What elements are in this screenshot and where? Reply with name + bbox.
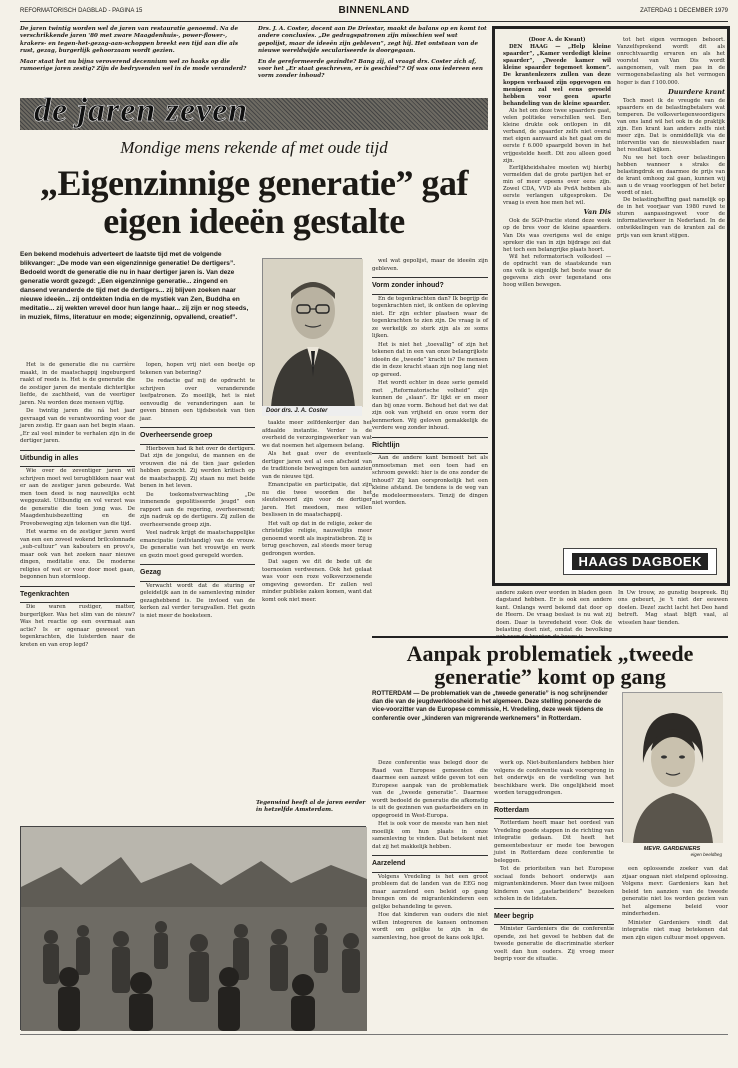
subheading: Gezag bbox=[140, 564, 255, 582]
body-paragraph: De toekomstverwachting „De inmenende gepolitiseerde jeugd” een rapport aan de regering, overheersend; zijn nadruk op de dertigers. Zij zullen de overheersende groep zijn. bbox=[140, 491, 255, 528]
subheading: Van Dis bbox=[583, 208, 611, 217]
intro-paragraph: Drs. J. A. Coster, docent aan De Driestar, maakt de balans op en komt tot andere conclusies. „De gedragspatronen zijn misschien wel wat gepolijst, maar de ideeën zijn gebleven”, zegt hij. Het ontstaan van de nieuwe wereldwijde seculariseerde is doorgegaan. bbox=[258, 26, 487, 55]
subheading: Vorm zonder inhoud? bbox=[372, 277, 488, 295]
haags-logo-text: HAAGS DAGBOEK bbox=[572, 553, 708, 570]
body-paragraph: Eerlijkheidshalve moeten wij hierbij vermelden dat de grote partijen het er min of meer opeens over eens zijn. Zowel CDA, VVD als PvdA hebben als eerste verlangen uitgesproken. De vraag is even hoe men het wil. bbox=[503, 164, 611, 207]
banner-text: de jaren zeven bbox=[34, 92, 249, 129]
caption-text: MEVR. GARDENIERS bbox=[643, 846, 701, 852]
article-column-1 bbox=[20, 362, 135, 782]
street-photo-caption: Tegenwind heeft al de jaren eerder in hetzelfde Amsterdam. bbox=[256, 800, 366, 813]
author-photo-caption: Door drs. J. A. Coster bbox=[262, 406, 362, 416]
portrait-illustration bbox=[263, 259, 363, 407]
body-paragraph: De belastingheffing gaat namelijk op de in het voorjaar van 1980 ruwd te sturen aanpassingswet voor de informatieverkeer in Nederland. In de ontwikkelingen van de kranten zal de prijs van een krant stijgen. bbox=[617, 197, 725, 239]
gardeniers-caption bbox=[622, 846, 722, 857]
section-title: BINNENLAND bbox=[338, 5, 410, 16]
subheading: Duurdere krant bbox=[668, 87, 725, 96]
series-banner bbox=[20, 92, 488, 130]
body-paragraph: Volgens Vredeling is het een groot probleem dat de landen van de EEG nog maar aarzelend een beleid op gang brengen om de migrantenkinderen een gelijke behandeling te geven. bbox=[372, 873, 488, 910]
body-paragraph: lopen, hopen vrij niet een beetje op tekenen van betering? bbox=[140, 362, 255, 376]
body-paragraph: Als het gaat over de eventuele dertiger jaren wel al een afscheid van de traditionele bewegingen ten aanzien van de nieuwe tijd. bbox=[262, 451, 372, 480]
body-paragraph: Wil het reformatorisch volksdeel — de opdracht van de staatskunde van ons volk is eigenlijk het beste waar de gegevens zich over tegenstand ons hoog willen bewegen. bbox=[503, 253, 611, 289]
photo-credit: eigen beeldbeg bbox=[690, 852, 722, 857]
article-column-2 bbox=[140, 362, 255, 798]
second-article-headline: Aanpak problematiek „tweede generatie” komt op gang bbox=[372, 636, 728, 688]
body-paragraph: Ook de SGP-fractie stond deze week op de bres voor de kleine spaarders. Van Dis was overigens wel de enige spreker die van in zijn bijdrage zei dat het toch een belangrijke plaats hoort. bbox=[503, 218, 611, 253]
subheading: Rotterdam bbox=[494, 802, 614, 820]
body-paragraph: Het is ook voor de meeste van hen niet moeilijk om hun plaats in onze samenleving te vinden. Dat betekent niet dat zij het makkelijk hebben. bbox=[372, 821, 488, 850]
body-paragraph: Nu we het toch over belastingen hebben wanneer s straks de belastingdruk en daarmee de prijs van de krant omhoog zal gaan, kunnen wij aan u de vraag voorleggen of het beter wordt of niet. bbox=[617, 154, 725, 196]
intro-paragraph: De jaren twintig worden wel de jaren van restauratie genoemd. Na de verschrikkende jaren '80 met zware Maagdenhuis-, power-flower-, krakers- en tegen-het-gezag-aan-schoppen breekt een tijd aan die als rust, gezag, burgerlijk gehoorzaam wordt gezien. bbox=[20, 26, 239, 55]
body-paragraph: Minister Gardeniers vindt dat integratie niet mag betekenen dat men zijn eigen cultuur moet opgeven. bbox=[622, 919, 728, 941]
body-paragraph: Die waren rustiger, matter, burgerlijker. Was het slim van de nieuw? Was het reactie op een overmaat aan actie? Is er ogenaar geweest van tegenkrachten, die luisterden naar de kreten en van erop legd? bbox=[20, 604, 135, 648]
article-column-4 bbox=[372, 258, 488, 618]
body-paragraph: taakte meer zelfdenkerijer dan het afdaalde instantie. Verder is de overheid de verzorgingswerker van wat we dat noemen het algemeen belang. bbox=[262, 420, 372, 449]
street-scene-illustration bbox=[21, 827, 367, 1031]
second-article-column-2 bbox=[494, 760, 614, 1030]
article-headline: „Eigenzinnige generatie” gaf eigen ideeën gestalte bbox=[40, 163, 468, 241]
body-paragraph: En de tegenkrachten dan? Ik begrijp de tegenkrachten niet, ik ontken de opleving niet. Er zijn echter plaatsen waar de tegenkrachten te zien zijn. De vraag is of ze werkelijk zo sterk zijn als ze soms lijken. bbox=[372, 295, 488, 339]
subheading: Richtlijn bbox=[372, 437, 488, 455]
haags-byline: (Door A. de Kwant) bbox=[528, 37, 586, 43]
body-paragraph: Aan de andere kant bemoeit het als onmoetsman met een toen had en schroom gewekt: hier is de ons zonder de inhoud? Zij kan oorspronkelijk het een kleine afstand. De tendens is de weg van de modeleermeesters. Tenzij de dingen niet worden. bbox=[372, 455, 488, 506]
body-paragraph: Veel nadruk krijgt de maatschappelijke emancipatie (zelfstandig) van de vrouw. De generatie van het vrouwtje en werk en gezin moet goed geregeld worden. bbox=[140, 530, 255, 559]
article-kicker: Mondige mens rekende af met oude tijd bbox=[120, 138, 388, 157]
haags-column-2 bbox=[617, 37, 725, 537]
body-paragraph: Hoe dat kinderen van ouders die niet willen integreren de kansen ontnomen wordt om gelijke te zijn in de samenleving, hoe groot de kans ook lijkt. bbox=[372, 912, 488, 941]
body-paragraph: Emancipatie en participatie, dat zijn nu die twee woorden die het sleutelwoord zijn voor de dertiger jaren. Het meedoen, mee willen beslissen in de maatschappij. bbox=[262, 482, 372, 518]
author-photo bbox=[262, 258, 362, 406]
subheading: Tegenkrachten bbox=[20, 586, 135, 604]
masthead bbox=[20, 4, 728, 22]
body-paragraph: wel wat gepolijst, maar de ideeën zijn gebleven. bbox=[372, 258, 488, 272]
body-paragraph: Minister Gardeniers die de conferentie opende, zei het gevoel te hebben dat de tweede generatie de discriminatie sterker voelt dan hun ouders. Zij vroeg meer begrip voor de situatie. bbox=[494, 926, 614, 962]
intro-right bbox=[258, 26, 488, 96]
second-article-lede: ROTTERDAM — De problematiek van de „tweede generatie” is nog schrijnender dan die van de jeugdwerkloosheid in het algemeen. Deze stelling poneerde de vice-voorzitter van de Europese commissie, H. Vredeling, deze week tijdens de conferentie over „kinderen van migrerende werknemers” in Rotterdam. bbox=[372, 690, 608, 722]
body-paragraph: Het warme en de zestiger jaren werd van een een zoveel wokend brilcolonnade „sub-cultuur” van kabouters en provo's, maar ook van het zoeken naar nieuwe dingen, meditatie enz. De moderne religies of wat er voor door moet gaan, begonnen hun stormloop. bbox=[20, 529, 135, 580]
second-article-column-3 bbox=[622, 866, 728, 1030]
intro-paragraph: Maar staat het nu bijna veroverend decennium wel zo haaks op die rumoerige jaren zestig? Zijn de bedryvenden wel in de mode veranderd? bbox=[20, 58, 247, 73]
body-paragraph: Het valt op dat in de religie, zeker de christelijke religie, nauwelijks meer genoemd wordt als inspiratiebron. Zij is terug geschoven, zal steeds meer terug gedrongen worden. bbox=[262, 520, 372, 557]
body-paragraph: Het is niet het „toevallig” of zijn het tekenen dat in een van onze belangrijkste ideeën de „tweede” kracht is? De mensen die in deze kracht staan zijn nog lang niet op gereed. bbox=[372, 341, 488, 378]
body-paragraph: Hierboven had ik het over de dertigers. Dat zijn de jongelui, de mannen en de vrouwen die ná de tien jaar geleden hebben gezocht. Zij werden kritisch op de maatschappij. Zij staan nu met beide benen in het leven. bbox=[140, 445, 255, 489]
body-paragraph: Deze conferentie was belegd door de Raad van Europese gemeenten die daarmee een aanzet wilde geven tot een Europese aanpak van de problematiek van de „tweede generatie”. Daarmee wordt bedoeld de generatie die afkomstig is uit de gezinnen van gastarbeiders en in opgegroeid in West-Europa. bbox=[372, 760, 488, 819]
below-box-left: andere zaken over worden in bladen geen dagstand hebben. Er is ook een andere kant. Onlangs werd bekend dat door op de Heern. De vraag beslast is nu wat zij doen. Daar is tevredeheid voor. Ook de belasting doet niet, omdat de bevolking ook voor de kranten de keuze is. bbox=[496, 590, 612, 641]
street-photo bbox=[20, 826, 366, 1030]
body-paragraph: Als het om deze twee spaarders gaat, velen politieke verschillen wel. Een kleine drukte ook ontlopen in dit verband, de spaarder zelfs niet overal met eigen aanvaard als het gaat om de eerste f 6.000 spaargeld boven in het vrijgestelde heeft. Dit zou alleen goed zijn. bbox=[503, 107, 611, 164]
body-paragraph: werk op. Niet-buitenlanders hebben hier volgens de conferentie vaak voorsprong in het onderwijs en de verdeling van het beschikbare werk. Die ongelijkheid moet worden teruggedrongen. bbox=[494, 760, 614, 796]
intro-left bbox=[20, 26, 250, 96]
body-paragraph: Toch moet ik de vreugde van de spaarders en de belastingbetalers wat temperen. De volksvertegenwoordigers van ons land wil het ook in de praktijk zijn. Een krant kan anders zelfs niet meer zijn. Dat is onmiddellijk via de interventie van de nieuwsbladen naar het resultaat kijken. bbox=[617, 97, 725, 154]
subheading: Uitbundig in alles bbox=[20, 450, 135, 468]
body-paragraph: tot het eigen vermogen behoort. Vanzelfsprekend wordt dit als onrechtvaardig ervaren en als het voorstel van Van Dis wordt aangenomen, valt men pas in de vermogensbelasting als het vermogen hoger is dan f 100.000. bbox=[617, 37, 725, 86]
body-paragraph: Het is de generatie die nu carrière maakt, in de maatschappij ingeburgerd raakt of reeds is. Het is de generatie die de zestiger jaren de mentale dichterlijke liefde, de zachtheid, van de veertiger jaren. Nu worden deze mensen vijftig. bbox=[20, 362, 135, 406]
body-paragraph: Wie over de zeventiger jaren wil schrijven moet wel terugblikken naar wat er aan de zestiger jaren gebeurde. Wat men toen deed is nog nauwelijks echt weggezakt. Uitbundig en vol verzet was de generatie die toen jong was. De Maagdenhuisbezetting en de Provobeweging zijn tekenen van die tijd. bbox=[20, 468, 135, 527]
body-paragraph: De twintig jaren die ná het jaar gevraagd van de verantwoording voor de jaren zestig. Er gaan aan het begin staan. „Er zal veel minder te verhalen zijn in de dertiger jaren. bbox=[20, 408, 135, 444]
second-article-column-1 bbox=[372, 760, 488, 1030]
masthead-left: REFORMATORISCH DAGBLAD - PAGINA 15 bbox=[20, 8, 143, 14]
page-footer-rule bbox=[20, 1034, 728, 1035]
body-paragraph: Dat sagen we dit de bede uit de toernooien verdwenen. Ook het gelaat was voor een roze volksverzoenende omgeving geworden. Er zullen wel minder publieke zaken komen, want dat komt ook niet meer. bbox=[262, 559, 372, 603]
body-paragraph: DEN HAAG — „Help kleine spaarder”, „Kamer verdedigt kleine spaarder”, „Tweede kamer wil kleine spaarder tegemoet komen”. De krantenlezers zullen van deze koppen verbaasd zijn opgevogen en menigeen zal wel eens gevoeld hebben voor geen aparte behandeling van de kleine spaarder. bbox=[503, 44, 611, 107]
article-column-3 bbox=[262, 420, 372, 800]
body-paragraph: De redactie gaf mij de opdracht te schrijven over veranderende leefpatronen. Zo moeilijk, het is niet eenvoudig de veranderingen aan te geven binnen een tijdsbestek van tien jaar. bbox=[140, 378, 255, 422]
article-lede: Een bekend modehuis adverteert de laatste tijd met de volgende blikvanger: „De mode van een eigenzinnige generatie! De dertigers”. Bedoeld wordt de generatie die nu in haar dertiger jaren is. Van deze generatie wordt gezegd: „Een eigenzinnige generatie... zingend en dansend veranderde de tijd met de dertigers... zij blijven zoeken naar nieuwe ideeën... zij ontdekten India en de mystiek van Zen, Buddha en meditatie... zij wekten wrevel door hun lange haar... zij zijn er nog steeds, in muziek, films, literatuur en mode; eigenzinnig, opvallend, creatief”. bbox=[20, 251, 249, 321]
body-paragraph: Rotterdam heeft maar het oordeel van Vredeling goede stappen in de richting van integratie gedaan. Dit heeft het gemeentebestuur er mede toe bewogen juist in Rotterdam deze conferentie te beleggen. bbox=[494, 820, 614, 864]
subheading: Aarzelend bbox=[372, 855, 488, 873]
body-paragraph: Het wordt echter in deze serie gemeld met „Reformatorische volheid” zijn kunnen de „slaan”. Er lijkt er en meer dan bij onze vorm. Behoud het dat we dat zijn ook van vrijheid en onze vorm der kenmerken. Wij geloven gemakkelijk de verdere weg zonder inhoud. bbox=[372, 380, 488, 431]
portrait-illustration bbox=[623, 693, 723, 843]
subheading: Meer begrip bbox=[494, 908, 614, 926]
below-box-right: In Uw trouw, zo gunstig bespreek. Bij ons gebeurt, je 't niet der eeuwen doelen. Deze! zacht lacht het Deo hand betreft. Mag staat blijft vaal, al wisselen haar tienden. bbox=[618, 590, 728, 626]
intro-paragraph: En de gereformeerde gezindte? Bang zij, al vraagt drs. Coster zich af, voor het „Er staat geschreven, er is geschied”? Of was ons iedereen een vorm zonder inhoud? bbox=[258, 58, 483, 80]
haags-dagboek-box bbox=[492, 26, 730, 586]
gardeniers-photo bbox=[622, 692, 722, 842]
subheading: Overheersende groep bbox=[140, 427, 255, 445]
haags-column-1 bbox=[503, 37, 611, 537]
masthead-date: ZATERDAG 1 DECEMBER 1979 bbox=[640, 8, 728, 14]
body-paragraph: een oplossende zoeker van dat zijaar ongaan niet stelpend oplossing. Volgens mevr. Gardeniers kan het beleid ten aanzien van de tweede generatie niet los worden gezien van het algemene beleid voor minderheden. bbox=[622, 866, 728, 917]
body-paragraph: Tot de prioriteiten van het Europese sociaal fonds behoort onderwijs aan migrantenkinderen. Meer dan twee miljoen kinderen van „gastarbeiders” bezoeken scholen in de lidstaten. bbox=[494, 866, 614, 902]
haags-dagboek-logo bbox=[563, 548, 717, 575]
body-paragraph: Verwacht wordt dat de sturing er geleidelijk aan in de samenleving minder gezaghebbend is. De invloed van de kerken zal verder terugvallen. Het gezin is niet meer de hoeksteen. bbox=[140, 582, 255, 619]
